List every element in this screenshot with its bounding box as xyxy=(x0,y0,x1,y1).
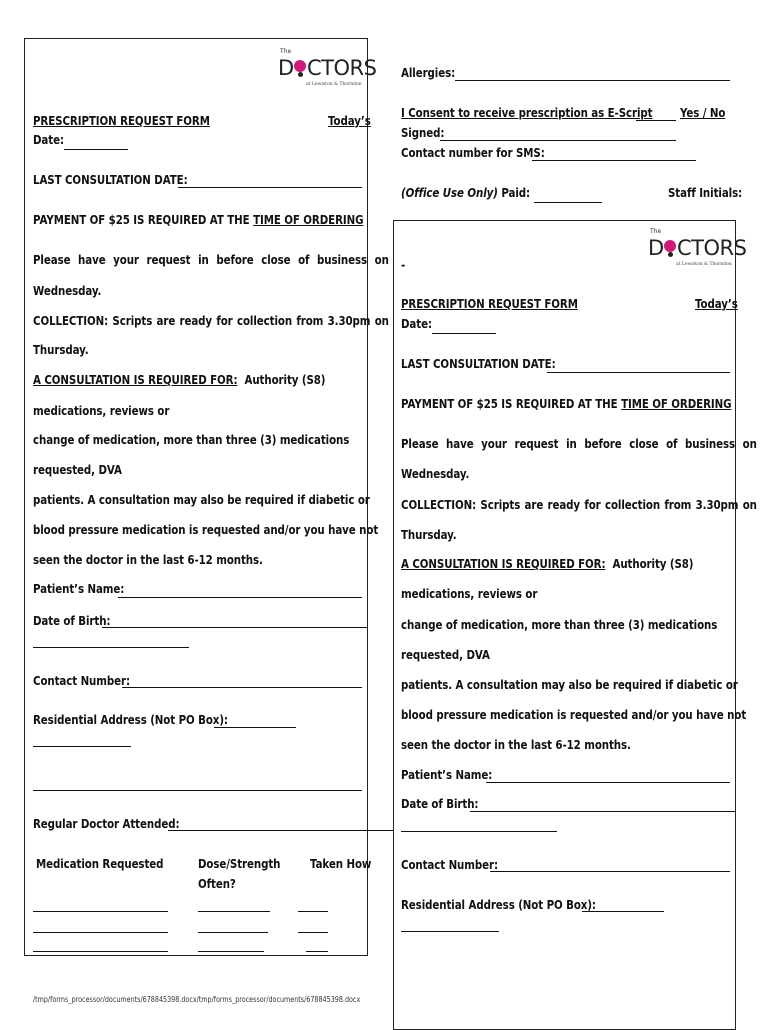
left-todays-label: Today’s xyxy=(328,113,371,128)
right-contact-field[interactable] xyxy=(490,871,730,872)
signed-label: Signed: xyxy=(401,125,445,140)
right-please-1: Please have your request in before close of business on xyxy=(401,436,757,451)
med-row-1-taken[interactable] xyxy=(298,911,328,912)
left-date-field[interactable] xyxy=(64,149,128,150)
left-dob-field[interactable] xyxy=(102,627,368,628)
med-row-3-medication[interactable] xyxy=(33,951,168,952)
right-consult-line-5: patients. A consultation may also be required if diabetic or xyxy=(401,677,738,692)
allergies-label: Allergies: xyxy=(401,65,456,80)
signed-field[interactable] xyxy=(440,140,676,141)
left-col-medication: Medication Requested xyxy=(36,856,164,871)
right-patient-name-label: Patient’s Name: xyxy=(401,767,493,782)
staff-initials-label: Staff Initials: xyxy=(668,185,743,200)
yes-no-choice[interactable]: Yes / No xyxy=(680,105,726,120)
left-consult-line-4: requested, DVA xyxy=(33,462,122,477)
med-row-2-dose[interactable] xyxy=(198,932,268,933)
right-address-field[interactable] xyxy=(582,911,664,912)
left-consult-line-1: A CONSULTATION IS REQUIRED FOR: Authority (S8) xyxy=(33,372,326,387)
med-row-2-taken[interactable] xyxy=(298,932,328,933)
right-dob-field-2[interactable] xyxy=(401,831,557,832)
right-collection-1: COLLECTION: Scripts are ready for collection from 3.30pm on xyxy=(401,497,757,512)
right-dash: - xyxy=(401,257,406,272)
left-col-taken: Taken How xyxy=(310,856,372,871)
left-consult-line-2: medications, reviews or xyxy=(33,403,170,418)
left-consult-line-5: patients. A consultation may also be required if diabetic or xyxy=(33,492,370,507)
left-consult-line-3: change of medication, more than three (3) medications xyxy=(33,432,350,447)
right-last-consult-label: LAST CONSULTATION DATE: xyxy=(401,356,556,371)
right-consult-line-1: A CONSULTATION IS REQUIRED FOR: Authority (S8) xyxy=(401,556,694,571)
right-consult-line-7: seen the doctor in the last 6-12 months. xyxy=(401,737,631,752)
left-collection-2: Thursday. xyxy=(33,342,89,357)
right-consult-line-2: medications, reviews or xyxy=(401,586,538,601)
office-use-row: (Office Use Only) Paid: xyxy=(401,185,531,200)
left-address-field-2[interactable] xyxy=(33,746,131,747)
sms-contact-label: Contact number for SMS: xyxy=(401,145,545,160)
left-collection-1: COLLECTION: Scripts are ready for collection from 3.30pm on xyxy=(33,313,389,328)
right-contact-label: Contact Number: xyxy=(401,857,499,872)
left-last-consult-label: LAST CONSULTATION DATE: xyxy=(33,172,188,187)
right-address-label: Residential Address (Not PO Box): xyxy=(401,897,596,912)
right-consult-line-4: requested, DVA xyxy=(401,647,490,662)
left-consult-line-6: blood pressure medication is requested and/or you have not xyxy=(33,522,379,537)
file-path-footer: /tmp/forms_processor/documents/678845398.docx/tmp/forms_processor/documents/678845398.docx xyxy=(33,995,361,1004)
right-payment-text: PAYMENT OF $25 IS REQUIRED AT THE TIME OF ORDERING xyxy=(401,396,732,411)
left-regular-doctor-field[interactable] xyxy=(168,830,394,831)
right-logo: The D CTORS at Lewiston & Thorndon xyxy=(648,228,747,267)
left-form-title: PRESCRIPTION REQUEST FORM xyxy=(33,113,210,128)
sms-contact-field[interactable] xyxy=(532,160,696,161)
med-row-3-dose[interactable] xyxy=(198,951,264,952)
escript-consent-label: I Consent to receive prescription as E-Script xyxy=(401,105,653,120)
left-col-often: Often? xyxy=(198,876,236,891)
left-please-2: Wednesday. xyxy=(33,283,102,298)
left-please-1: Please have your request in before close of business on xyxy=(33,252,389,267)
left-patient-name-field[interactable] xyxy=(118,597,362,598)
logo-mark-icon xyxy=(294,60,306,72)
allergies-field[interactable] xyxy=(455,80,730,81)
left-payment-text: PAYMENT OF $25 IS REQUIRED AT THE TIME OF ORDERING xyxy=(33,212,364,227)
left-address-field-3[interactable] xyxy=(33,790,362,791)
left-dob-label: Date of Birth: xyxy=(33,613,111,628)
escript-consent-line xyxy=(636,120,676,121)
left-col-dose: Dose/Strength xyxy=(198,856,281,871)
med-row-1-dose[interactable] xyxy=(198,911,270,912)
left-logo: The D CTORS at Lewiston & Thorndon xyxy=(278,48,377,87)
left-dob-field-2[interactable] xyxy=(33,647,189,648)
med-row-2-medication[interactable] xyxy=(33,932,168,933)
right-dob-label: Date of Birth: xyxy=(401,796,479,811)
right-collection-2: Thursday. xyxy=(401,527,457,542)
right-dob-field[interactable] xyxy=(470,811,736,812)
logo-mark-icon xyxy=(664,240,676,252)
right-form-title: PRESCRIPTION REQUEST FORM xyxy=(401,296,578,311)
right-please-2: Wednesday. xyxy=(401,466,470,481)
left-address-label: Residential Address (Not PO Box): xyxy=(33,712,228,727)
right-date-label: Date: xyxy=(401,316,432,331)
paid-field[interactable] xyxy=(534,202,602,203)
left-contact-field[interactable] xyxy=(122,687,362,688)
right-todays-label: Today’s xyxy=(695,296,738,311)
right-last-consult-field[interactable] xyxy=(547,372,730,373)
left-patient-name-label: Patient’s Name: xyxy=(33,581,125,596)
right-consult-line-3: change of medication, more than three (3) medications xyxy=(401,617,718,632)
left-regular-doctor-label: Regular Doctor Attended: xyxy=(33,816,180,831)
med-row-1-medication[interactable] xyxy=(33,911,168,912)
right-address-field-2[interactable] xyxy=(401,931,499,932)
left-date-label: Date: xyxy=(33,132,64,147)
left-last-consult-field[interactable] xyxy=(178,187,362,188)
right-date-field[interactable] xyxy=(432,333,496,334)
med-row-3-taken[interactable] xyxy=(306,951,328,952)
right-consult-line-6: blood pressure medication is requested and/or you have not xyxy=(401,707,747,722)
left-address-field[interactable] xyxy=(214,727,296,728)
left-consult-line-7: seen the doctor in the last 6-12 months. xyxy=(33,552,263,567)
left-contact-label: Contact Number: xyxy=(33,673,131,688)
right-patient-name-field[interactable] xyxy=(486,782,730,783)
